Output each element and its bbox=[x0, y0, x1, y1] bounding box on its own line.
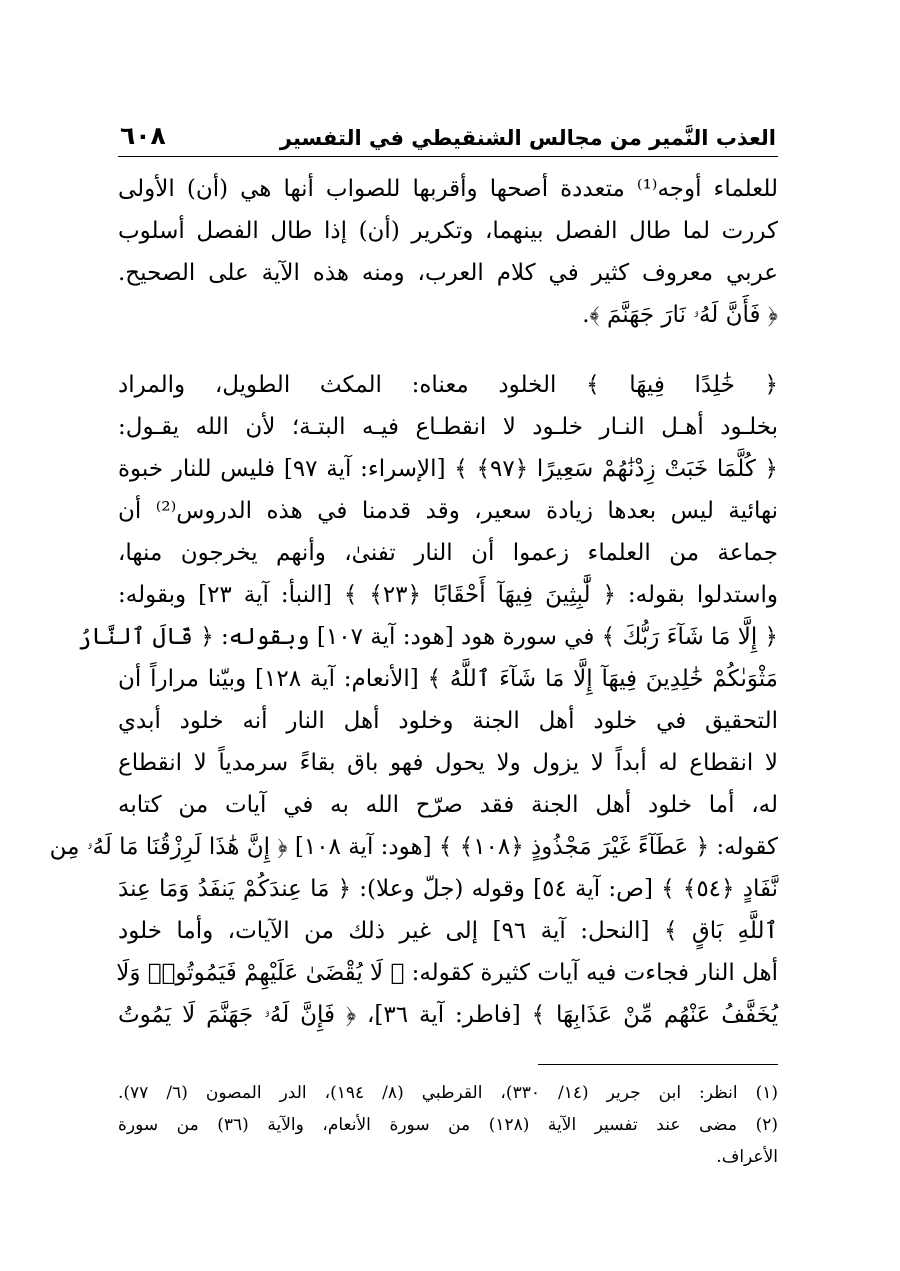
text-line: أهل النار فجاءت فيه آيات كثيرة كقوله: ﴿ لَا يُقْضَىٰ عَلَيْهِمْ فَيَمُوتُوا۟ وَلَا bbox=[116, 960, 778, 986]
text-line: عربي معروف كثير في كلام العرب، ومنه هذه الآية على الصحيح. bbox=[118, 260, 778, 286]
text-line: ﴿ كُلَّمَا خَبَتْ زِدْنَٰهُمْ سَعِيرًا ﴿٩٧﴾ ﴾ [الإسراء: آية ٩٧] فليس للنار خبوة bbox=[118, 456, 779, 482]
text-line: ﴿ فَأَنَّ لَهُۥ نَارَ جَهَنَّمَ ﴾. bbox=[582, 302, 778, 328]
text-line: بخلـود أهـل النـار خلـود لا انقطـاع فيـه البتـة؛ لأن الله يقـول: bbox=[118, 414, 778, 440]
footnote-line: (١) انظر: ابن جرير (١٤/ ٣٣٠)، القرطبي (٨/ ١٩٤)، الدر المصون (٦/ ٧٧). bbox=[118, 1083, 778, 1103]
footnote-line: (٢) مضى عند تفسير الآية (١٢٨) من سورة الأنعام، والآية (٣٦) من سورة bbox=[118, 1115, 778, 1135]
text-line: ﴿ خَٰلِدًا فِيهَا ﴾ الخلود معناه: المكث الطويل، والمراد bbox=[118, 372, 778, 398]
page-number: ٦٠٨ bbox=[120, 121, 166, 150]
text-line: ٱللَّهِ بَاقٍ ﴾ [النحل: آية ٩٦] إلى غير ذلك من الآيات، وأما خلود bbox=[118, 918, 778, 944]
text-line: كقوله: ﴿ عَطَآءً غَيْرَ مَجْذُوذٍ ﴿١٠٨﴾ ﴾ [هود: آية ١٠٨] ﴿ إِنَّ هَٰذَا لَرِزْقُنَا مَا لَهُۥ مِن bbox=[49, 834, 778, 860]
footnote-line: الأعراف. bbox=[716, 1147, 778, 1167]
book-page bbox=[49, 112, 779, 1173]
footnote-divider bbox=[538, 1064, 778, 1065]
text-line: واستدلوا بقوله: ﴿ لَّٰبِثِينَ فِيهَآ أَحْقَابًا ﴿٢٣﴾ ﴾ [النبأ: آية ٢٣] وبقوله: bbox=[118, 582, 778, 608]
text-line: مَثْوَىٰكُمْ خَٰلِدِينَ فِيهَآ إِلَّا مَا شَآءَ ٱللَّهُ ﴾ [الأنعام: آية ١٢٨] وبيّنا مراراً أن bbox=[118, 666, 778, 692]
footnotes bbox=[118, 1077, 778, 1173]
text-line: له، أما خلود أهل الجنة فقد صرّح الله به في آيات من كتابه bbox=[118, 792, 778, 818]
text-line: جماعة من العلماء زعموا أن النار تفنىٰ، وأنهم يخرجون منها، bbox=[118, 540, 778, 566]
text-line: للعلماء أوجه⁽¹⁾ متعددة أصحها وأقربها للصواب أنها هي (أن) الأولى bbox=[118, 176, 778, 202]
text-line: يُخَفَّفُ عَنْهُم مِّنْ عَذَابِهَا ﴾ [فاطر: آية ٣٦]، ﴿ فَإِنَّ لَهُۥ جَهَنَّمَ لَا يَمُوتُ bbox=[118, 1002, 778, 1028]
text-line: كررت لما طال الفصل بينهما، وتكرير (أن) إذا طال الفصل أسلوب bbox=[118, 218, 778, 244]
text-line: لا انقطاع له أبداً لا يزول ولا يحول فهو باق بقاءً سرمدياً لا انقطاع bbox=[118, 750, 778, 776]
book-title: العذب النَّمير من مجالس الشنقيطي في التفسير bbox=[279, 126, 776, 150]
text-line: نَّفَادٍ ﴿٥٤﴾ ﴾ [ص: آية ٥٤] وقوله (جلّ وعلا): ﴿ مَا عِندَكُمْ يَنفَدُ وَمَا عِندَ bbox=[118, 876, 779, 902]
text-line: ﴿ إِلَّا مَا شَآءَ رَبُّكَ ﴾ في سورة هود [هود: آية ١٠٧] وبقوله: ﴿ قَالَ ٱلنَّارُ bbox=[77, 624, 778, 650]
paragraph-gap bbox=[118, 336, 778, 364]
text-line: نهائية ليس بعدها زيادة سعير، وقد قدمنا في هذه الدروس⁽²⁾ أن bbox=[118, 498, 778, 524]
running-header bbox=[118, 112, 778, 157]
text-line: التحقيق في خلود أهل الجنة وخلود أهل النار أنه خلود أبدي bbox=[118, 708, 778, 734]
body-text bbox=[49, 168, 779, 1036]
